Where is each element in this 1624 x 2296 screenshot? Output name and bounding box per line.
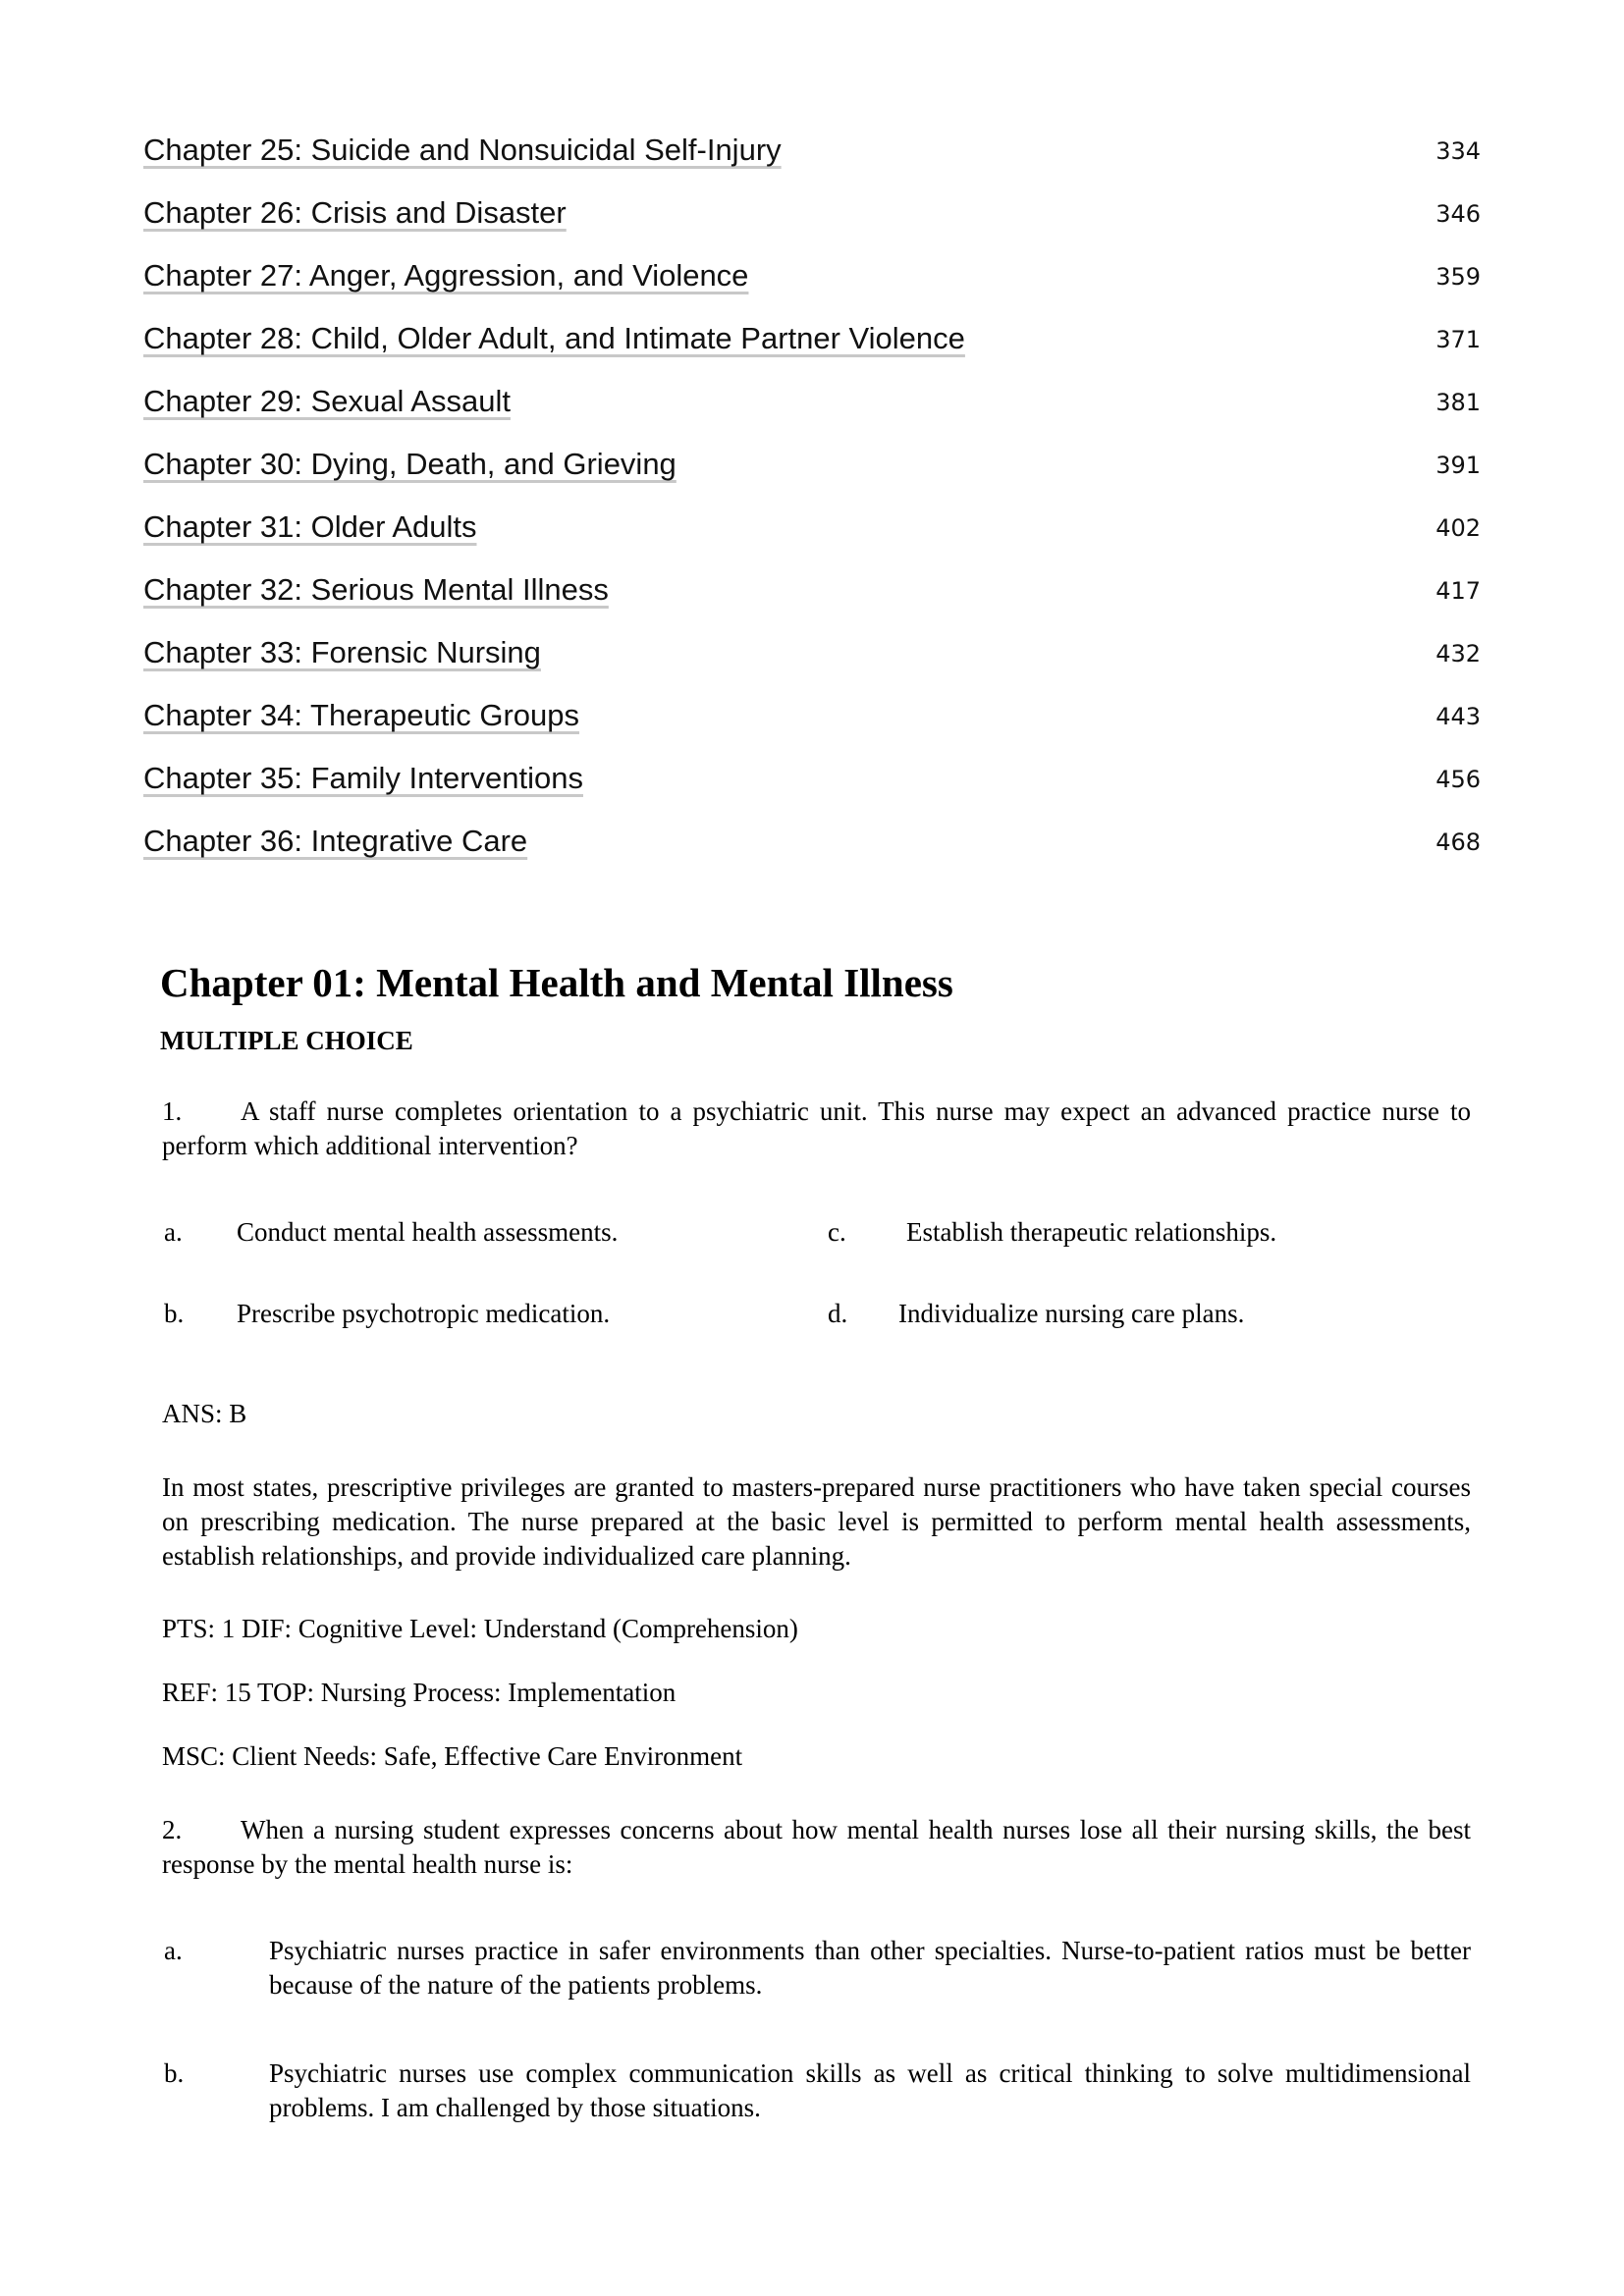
- toc-entry[interactable]: [143, 445, 1481, 494]
- toc-entry-link[interactable]: Chapter 27: Anger, Aggression, and Violence: [143, 258, 749, 293]
- toc-entry-link[interactable]: Chapter 25: Suicide and Nonsuicidal Self-Injury: [143, 133, 782, 167]
- toc-entry-link[interactable]: Chapter 31: Older Adults: [143, 509, 477, 544]
- option-letter-d: d.: [828, 1299, 848, 1328]
- toc-page-number: 417: [1435, 577, 1481, 605]
- toc-entry-link[interactable]: Chapter 26: Crisis and Disaster: [143, 195, 567, 230]
- rationale: In most states, prescriptive privileges are granted to masters-prepared nurse practitioners who have taken special courses on prescribing medication. The nurse prepared at the basic level is permitted to perform mental health assessments, establish relationships, and provide individualized care planning.: [162, 1472, 1471, 1571]
- toc-entry-link[interactable]: Chapter 34: Therapeutic Groups: [143, 698, 580, 732]
- toc-entry-link[interactable]: Chapter 32: Serious Mental Illness: [143, 572, 609, 607]
- toc-entry[interactable]: [143, 570, 1481, 619]
- toc-entry-link[interactable]: Chapter 30: Dying, Death, and Grieving: [143, 447, 677, 481]
- toc-page-number: 371: [1435, 326, 1481, 353]
- section-heading: MULTIPLE CHOICE: [160, 1026, 413, 1055]
- toc-entry-link[interactable]: Chapter 33: Forensic Nursing: [143, 635, 541, 669]
- q2-option-text-b: Psychiatric nurses use complex communication skills as well as critical thinking to solve multidimensional problems. I am challenged by those situations.: [269, 2058, 1471, 2122]
- toc-page-number: 402: [1435, 514, 1481, 542]
- q2-option-letter-a: a.: [164, 1936, 183, 1965]
- toc-entry[interactable]: [143, 633, 1481, 682]
- question-2: [162, 1813, 1471, 1882]
- toc-entry[interactable]: [143, 822, 1481, 871]
- toc-entry-link[interactable]: Chapter 28: Child, Older Adult, and Intimate Partner Violence: [143, 321, 965, 355]
- toc-entry[interactable]: [143, 319, 1481, 368]
- option-text-d: Individualize nursing care plans.: [898, 1299, 1245, 1328]
- toc-entry-link[interactable]: Chapter 36: Integrative Care: [143, 824, 528, 858]
- option-letter-b: b.: [164, 1299, 185, 1328]
- toc-page-number: 456: [1435, 766, 1481, 793]
- option-text-b: Prescribe psychotropic medication.: [237, 1299, 611, 1328]
- option-letter-a: a.: [164, 1217, 183, 1247]
- toc-entry[interactable]: [143, 193, 1481, 242]
- q2-option-text-a: Psychiatric nurses practice in safer environments than other specialties. Nurse-to-patient ratios must be better because of the nature of the patients problems.: [269, 1936, 1471, 2000]
- option-text-a: Conduct mental health assessments.: [237, 1217, 619, 1247]
- question-text: When a nursing student expresses concerns about how mental health nurses lose all their nursing skills, the best response by the mental health nurse is:: [162, 1815, 1471, 1879]
- client-needs: MSC: Client Needs: Safe, Effective Care Environment: [162, 1741, 743, 1771]
- toc-entry[interactable]: [143, 382, 1481, 431]
- toc-entry[interactable]: [143, 507, 1481, 557]
- toc-entry[interactable]: [143, 256, 1481, 305]
- toc-entry[interactable]: [143, 131, 1481, 180]
- points-difficulty: PTS: 1 DIF: Cognitive Level: Understand (Comprehension): [162, 1614, 798, 1643]
- question-number: 2.: [162, 1815, 183, 1844]
- option-letter-c: c.: [828, 1217, 846, 1247]
- toc-entry-link[interactable]: Chapter 29: Sexual Assault: [143, 384, 511, 418]
- toc-page-number: 391: [1435, 452, 1481, 479]
- chapter-title: Chapter 01: Mental Health and Mental Illness: [160, 960, 953, 1005]
- option-text-c: Establish therapeutic relationships.: [906, 1217, 1277, 1247]
- toc-page-number: 381: [1435, 389, 1481, 416]
- question-text: A staff nurse completes orientation to a psychiatric unit. This nurse may expect an advanced practice nurse to perform which additional intervention?: [162, 1096, 1471, 1160]
- toc-page-number: 443: [1435, 703, 1481, 730]
- toc-page-number: 432: [1435, 640, 1481, 667]
- question-number: 1.: [162, 1096, 183, 1126]
- toc-entry-link[interactable]: Chapter 35: Family Interventions: [143, 761, 583, 795]
- question-1: [162, 1095, 1471, 1163]
- q2-option-letter-b: b.: [164, 2058, 185, 2088]
- toc-page-number: 346: [1435, 200, 1481, 228]
- answer: ANS: B: [162, 1399, 247, 1428]
- toc-page-number: 359: [1435, 263, 1481, 291]
- toc-page-number: 468: [1435, 828, 1481, 856]
- toc-entry[interactable]: [143, 696, 1481, 745]
- toc-page-number: 334: [1435, 137, 1481, 165]
- toc-entry[interactable]: [143, 759, 1481, 808]
- reference-topic: REF: 15 TOP: Nursing Process: Implementation: [162, 1678, 677, 1707]
